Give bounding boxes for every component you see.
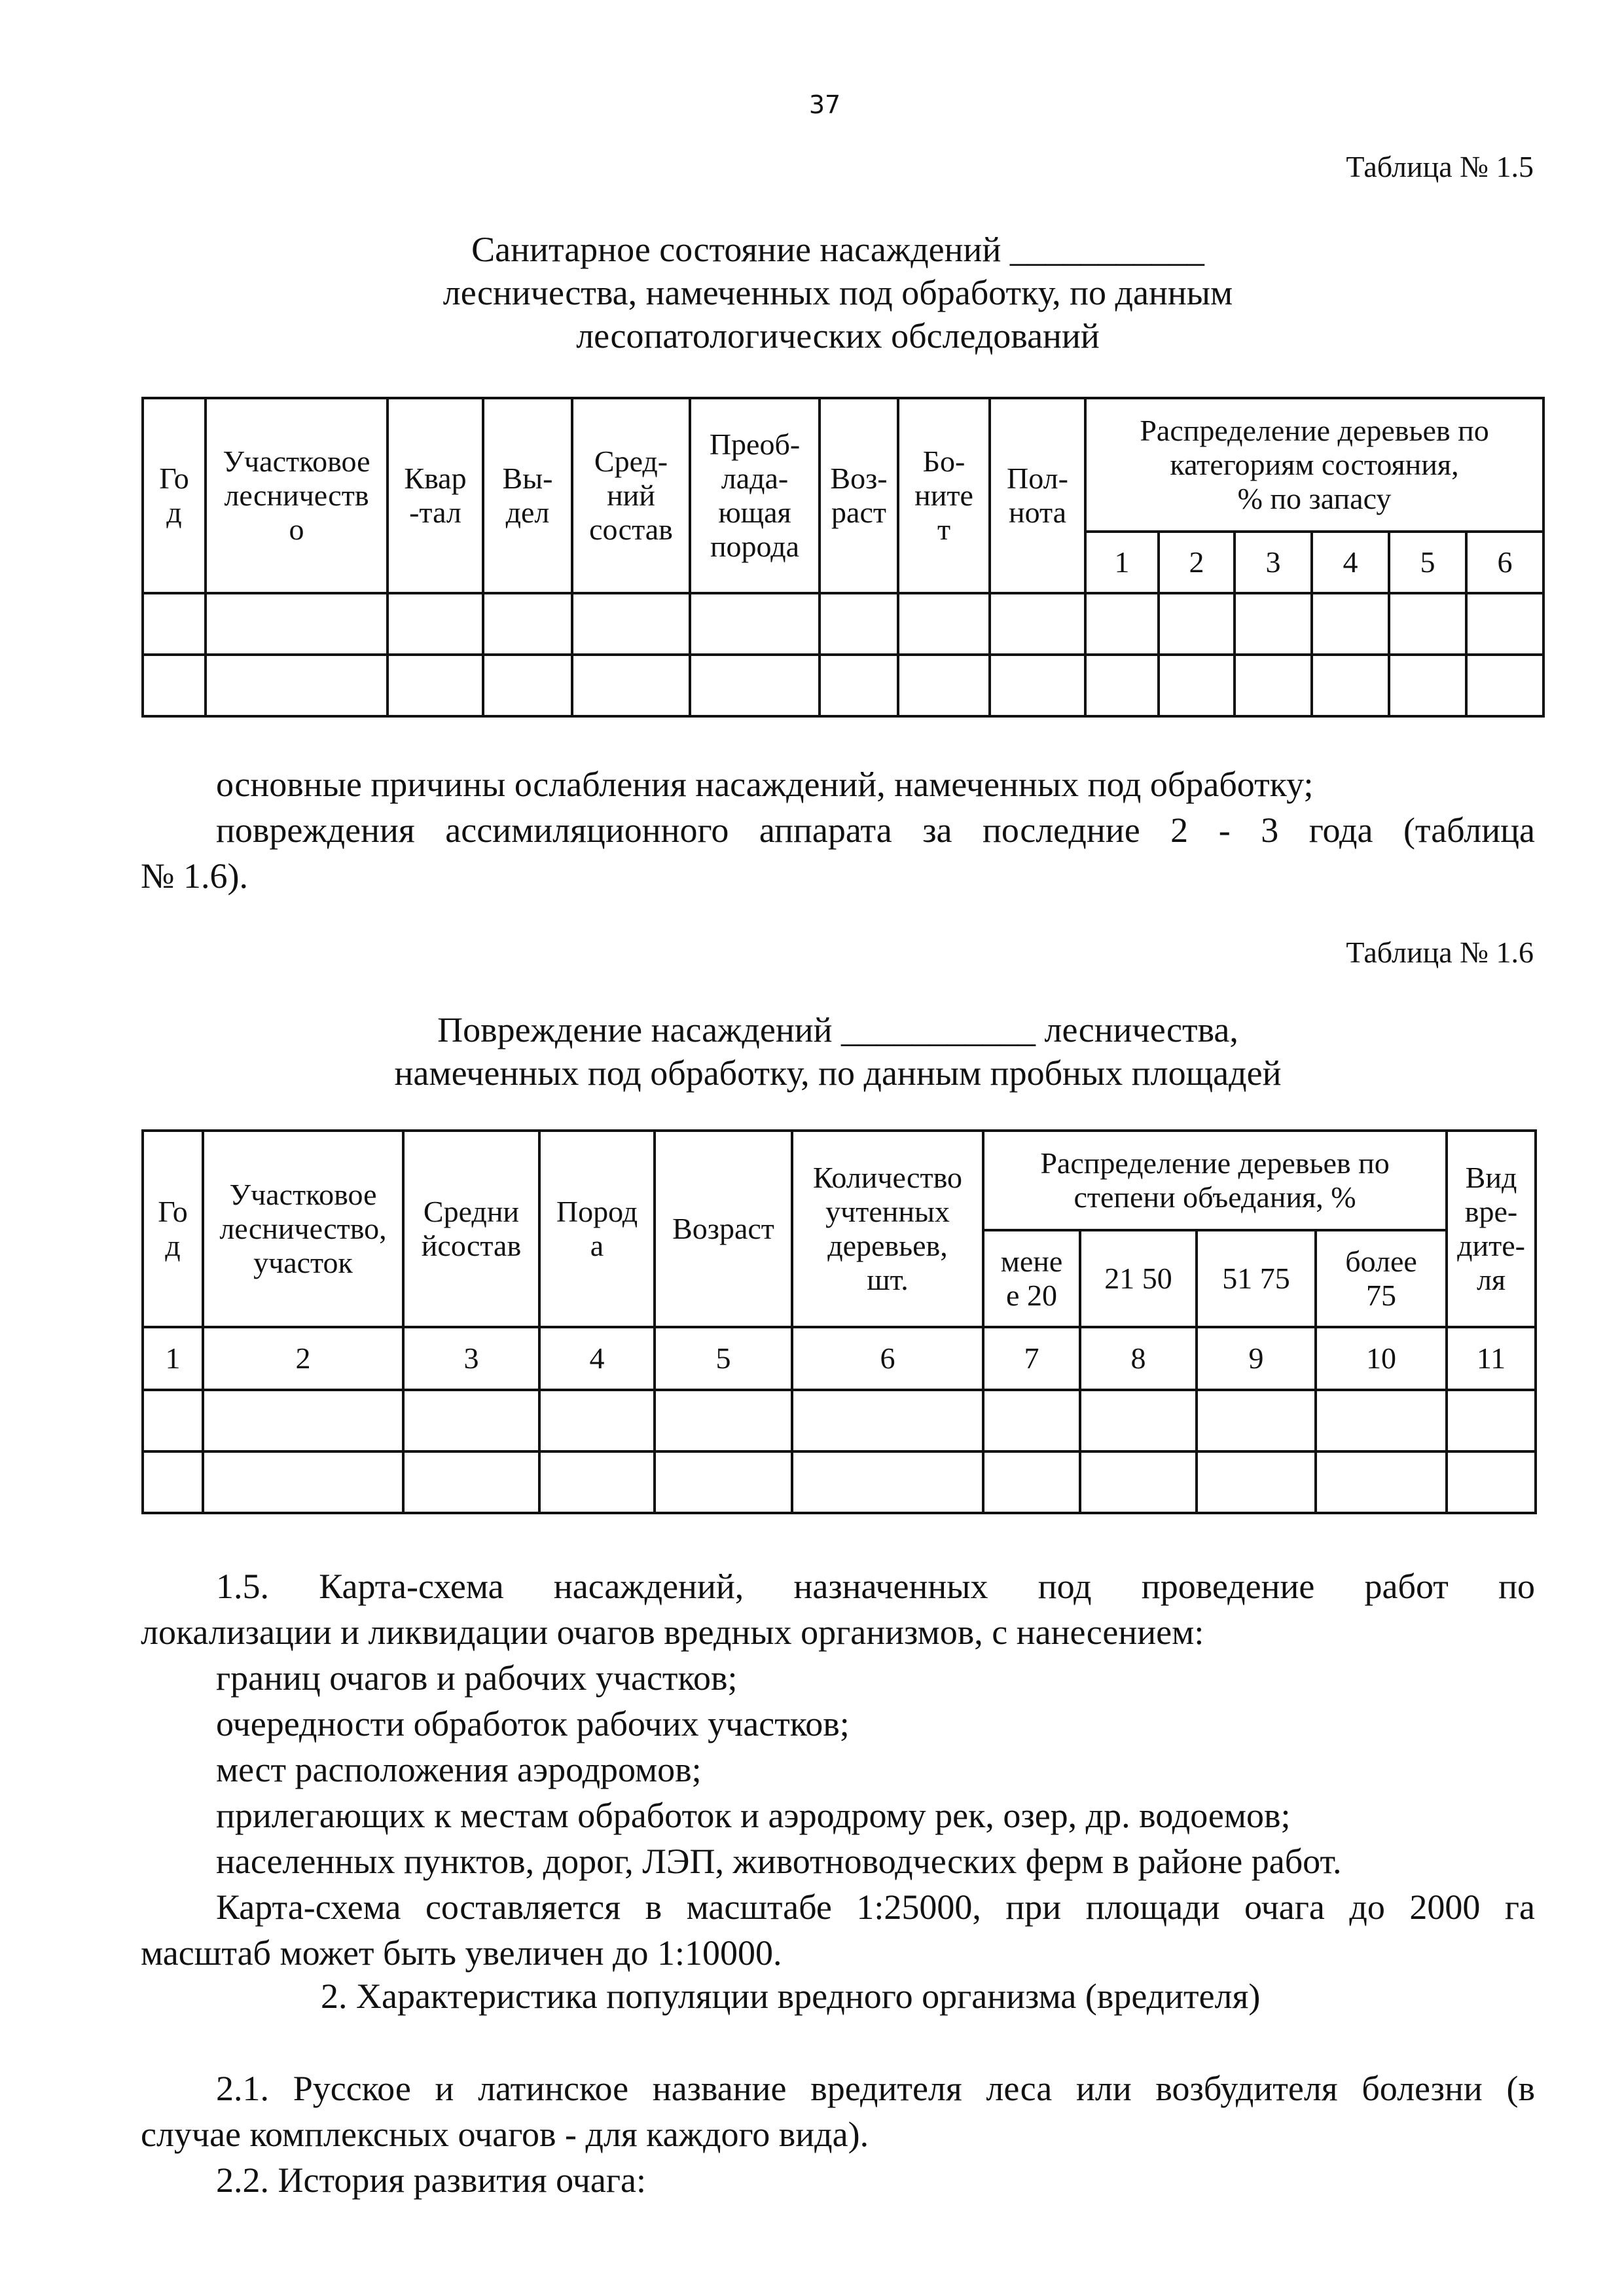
section-2-2: 2.2. История развития очага: <box>216 2160 646 2200</box>
header-section: Вы- дел <box>483 398 572 593</box>
subheader-lt20: мене е 20 <box>983 1230 1080 1327</box>
section-2-heading: 2. Характеристика популяции вредного организма (вредителя) <box>321 1977 1261 2016</box>
subheader-gt75: более 75 <box>1316 1230 1447 1327</box>
table-row <box>143 593 1543 655</box>
category-1: 1 <box>1085 532 1159 593</box>
page-number: 37 <box>808 90 841 119</box>
table-row <box>143 655 1543 716</box>
category-5: 5 <box>1389 532 1466 593</box>
header-bonitet: Бо- ните т <box>898 398 990 593</box>
list-item: прилегающих к местам обработок и аэродрому рек, озер, др. водоемов; <box>216 1796 1291 1835</box>
damage-table <box>141 1129 1537 1514</box>
table-title-1-6: Повреждение насаждений ___________ лесничества, намеченных под обработку, по данным пробных площадей <box>394 1010 1282 1093</box>
table-title-1-5: Санитарное состояние насаждений ___________ лесничества, намеченных под обработку, по данным лесопатологических обследований <box>442 230 1233 355</box>
section-1-5: 1.5. Карта-схема насаждений, назначенных под проведение работ по локализации и ликвидации очагов вредных организмов, с нанесением: границ очагов и рабочих участков; очередности обработок рабочих участков; мест расположения аэродромов; прилегающих к местам обработок и аэродрому рек, озер, др. водоемов; населенных пунктов, дорог, ЛЭП, животноводческих ферм в районе работ. Карта-схема составляется в масштабе 1:25000, при площади очага до 2000 га масштаб может быть увеличен до 1:10000. <box>141 1567 1535 1973</box>
section-2-1: 2.1. Русское и латинское название вредителя леса или возбудителя болезни (в случае комплексных очагов - для каждого вида). 2.2. История развития очага: <box>141 2066 1535 2203</box>
category-2: 2 <box>1159 532 1235 593</box>
table-row <box>143 1451 1536 1513</box>
header-composition: Сред- ний состав <box>572 398 690 593</box>
list-item: населенных пунктов, дорог, ЛЭП, животноводческих ферм в районе работ. <box>216 1842 1342 1881</box>
sanitary-state-table <box>141 397 1545 718</box>
header-year: Го д <box>143 1131 203 1327</box>
header-pest: Вид вре- дите- ля <box>1447 1131 1536 1327</box>
header-composition: Средни йсостав <box>403 1131 539 1327</box>
table-label-1-6: Таблица № 1.6 <box>1346 936 1534 969</box>
list-item: очередности обработок рабочих участков; <box>216 1704 850 1743</box>
header-density: Пол- нота <box>990 398 1085 593</box>
paragraph-reasons: основные причины ослабления насаждений, намеченных под обработку; повреждения ассимиляционного аппарата за последние 2 - 3 года (таблица № 1.6). <box>141 765 1535 896</box>
subheader-51-75: 51 75 <box>1197 1230 1316 1327</box>
list-item: мест расположения аэродромов; <box>216 1750 702 1789</box>
header-distribution: Распределение деревьев по категориям состояния, % по запасу <box>1085 398 1543 532</box>
header-forestry: Участковое лесничество, участок <box>203 1131 403 1327</box>
header-count: Количество учтенных деревьев, шт. <box>792 1131 983 1327</box>
header-age: Возраст <box>655 1131 792 1327</box>
header-year: Го д <box>143 398 206 593</box>
header-distribution: Распределение деревьев по степени объедания, % <box>983 1131 1447 1230</box>
header-species: Пород а <box>539 1131 655 1327</box>
category-3: 3 <box>1235 532 1312 593</box>
category-6: 6 <box>1466 532 1543 593</box>
header-species: Преоб- лада- ющая порода <box>690 398 820 593</box>
header-quarter: Квар -тал <box>388 398 483 593</box>
table-row <box>143 1390 1536 1451</box>
column-numbers-row: 1 2 3 4 5 6 7 8 9 10 11 <box>143 1327 1536 1390</box>
header-age: Воз- раст <box>820 398 898 593</box>
list-item: границ очагов и рабочих участков; <box>216 1658 738 1698</box>
category-4: 4 <box>1312 532 1389 593</box>
header-forestry: Участковое лесничеств о <box>206 398 388 593</box>
subheader-21-50: 21 50 <box>1080 1230 1197 1327</box>
table-label-1-5: Таблица № 1.5 <box>1346 150 1534 183</box>
